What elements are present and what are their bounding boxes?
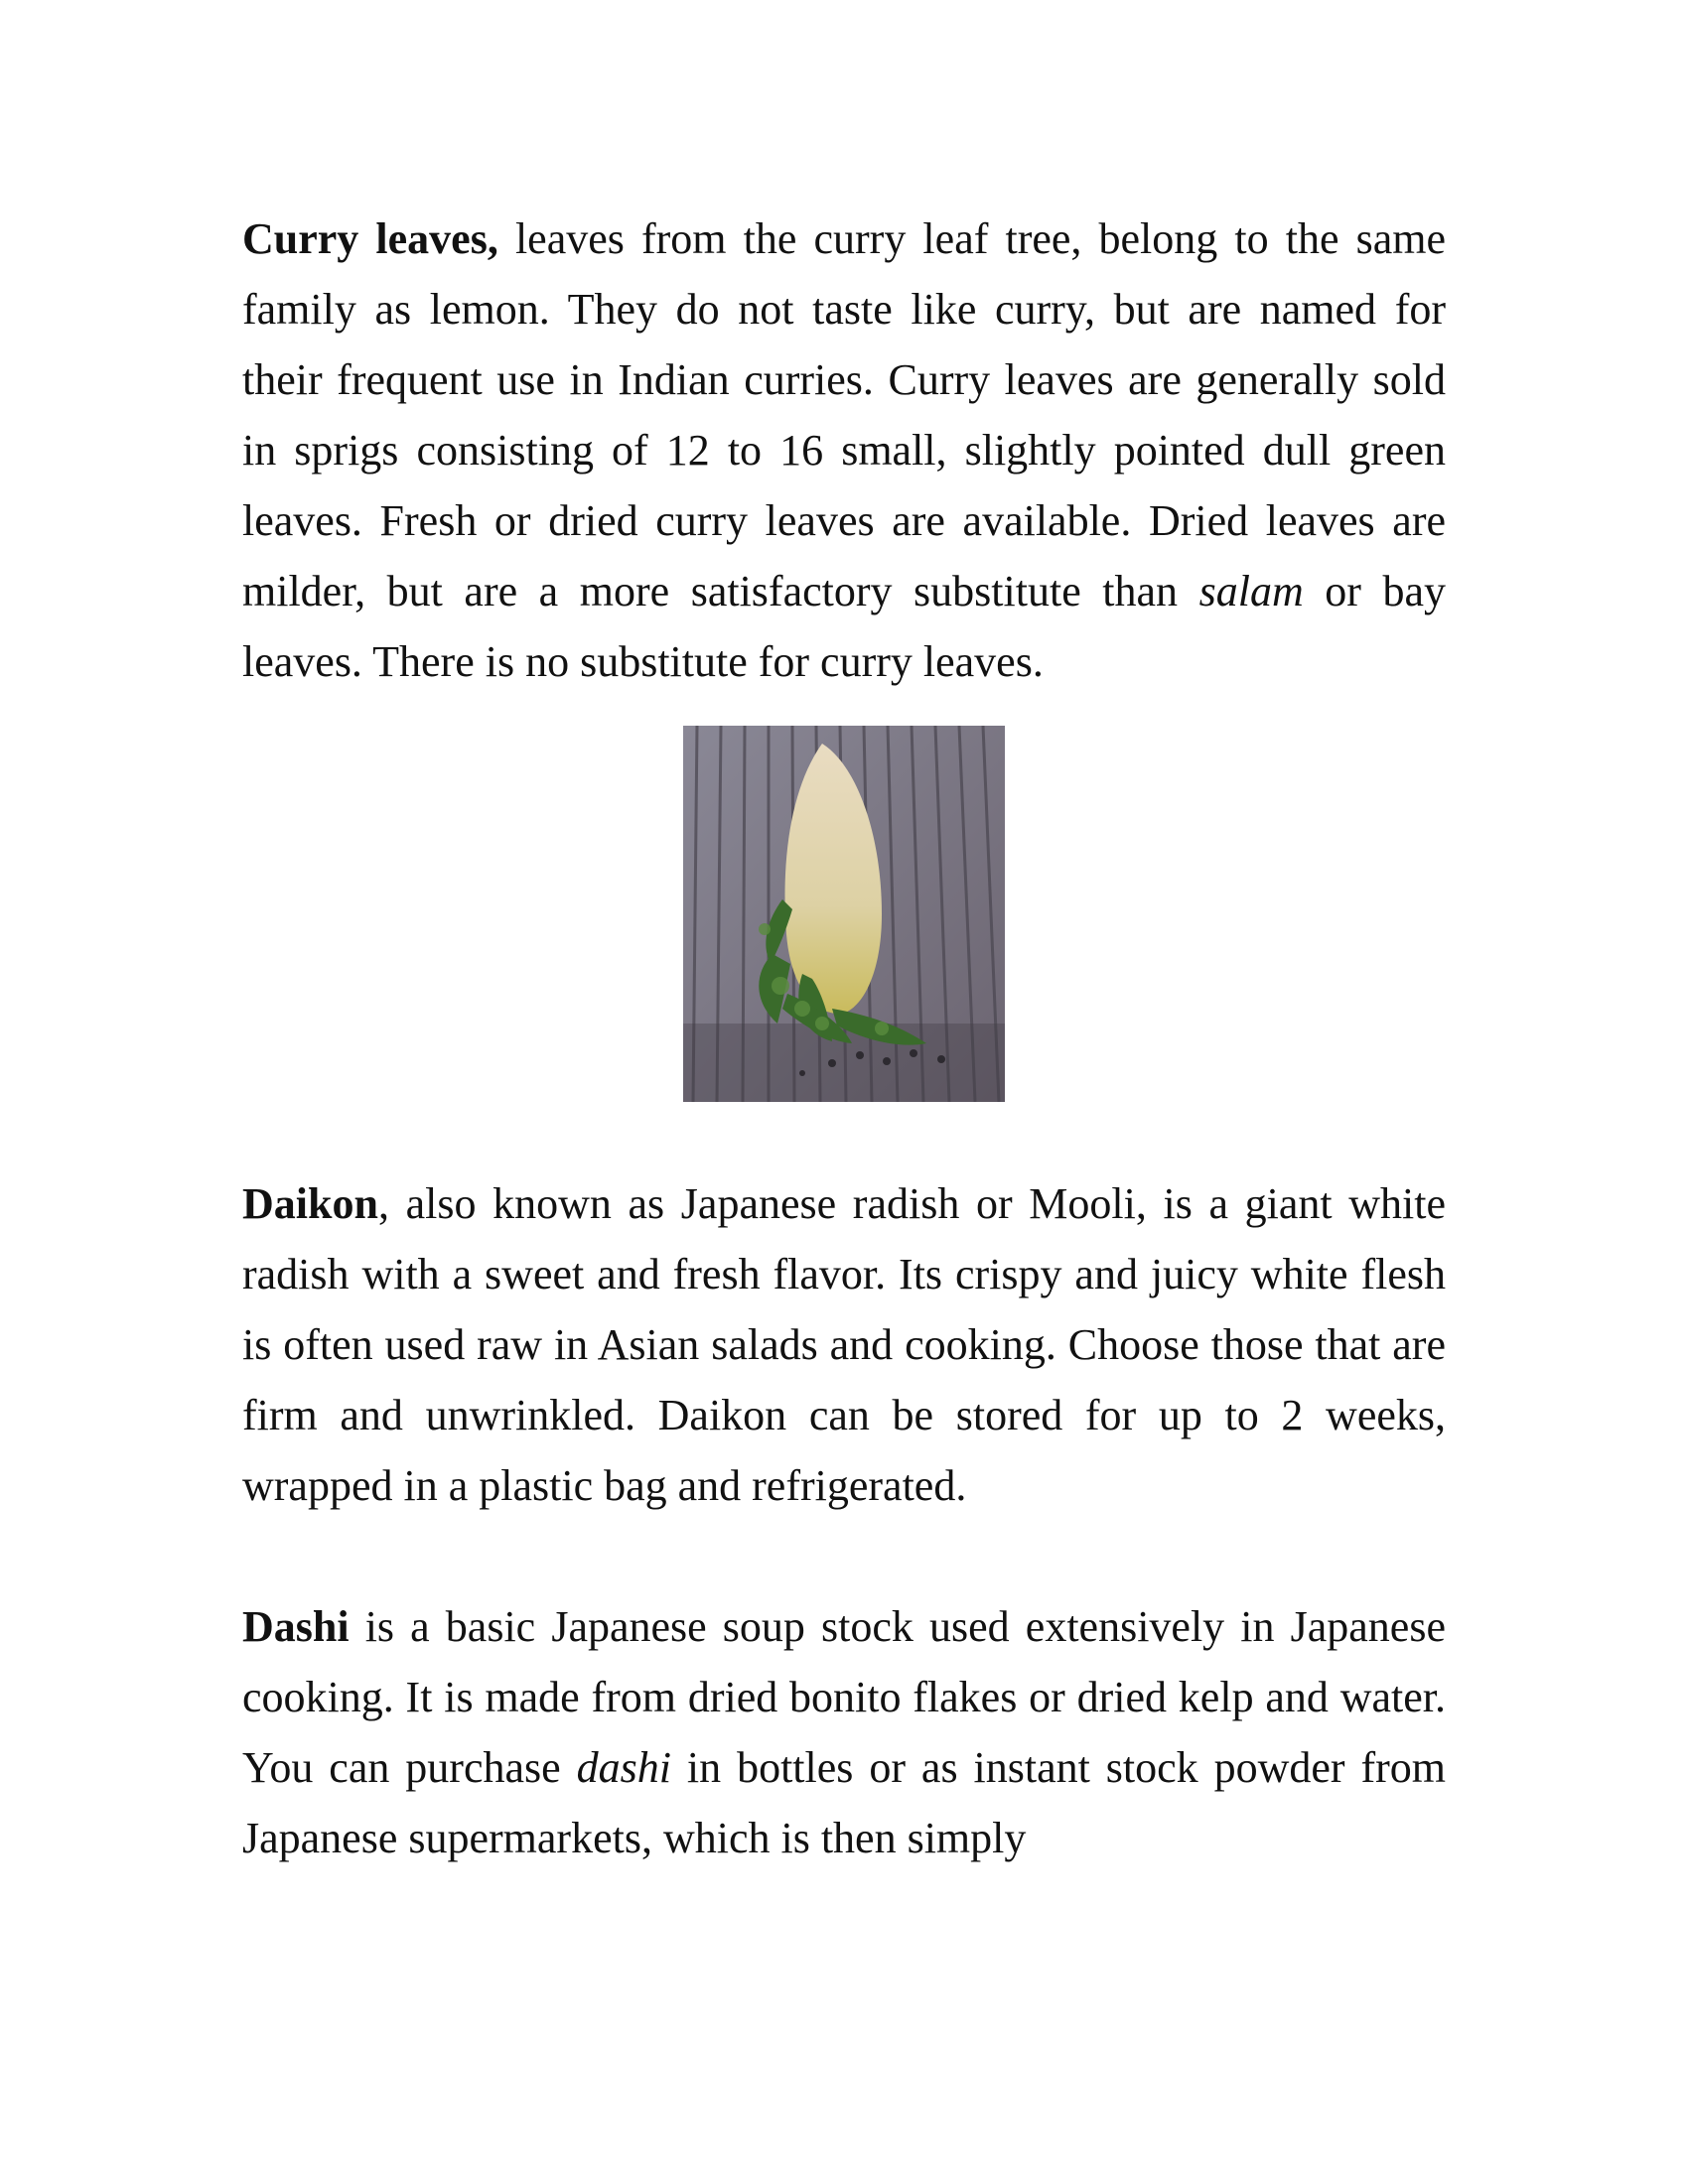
daikon-text: , also known as Japanese radish or Mooli, is a giant white radish with a sweet and fresh flavor. Its crispy and juicy white flesh is often used raw in Asian salads and cooking. Choose those that are firm and unwrinkled. Daikon can be stored for up to 2 weeks, wrapped in a plastic bag and refrigerated. [242, 1179, 1446, 1510]
dashi-term: Dashi [242, 1602, 350, 1651]
curry-leaves-italic-term: salam [1198, 567, 1304, 615]
dashi-italic-term: dashi [576, 1743, 671, 1792]
curry-leaves-text-2: or bay leaves. There is no substitute for curry leaves. [242, 567, 1446, 686]
document-page [242, 204, 1446, 1873]
dashi-text-1: is a basic Japanese soup stock used extensively in Japanese cooking. It is made from dried bonito flakes or dried kelp and water. You can purchase [242, 1602, 1446, 1792]
curry-leaves-term: Curry leaves, [242, 214, 498, 263]
daikon-photo [683, 726, 1005, 1102]
curry-leaves-text-1: leaves from the curry leaf tree, belong to the same family as lemon. They do not taste like curry, but are named for their frequent use in Indian curries. Curry leaves are generally sold in sprigs consisting of 12 to 16 small, slightly pointed dull green leaves. Fresh or dried curry leaves are available. Dried leaves are milder, but are a more satisfactory substitute than [242, 214, 1446, 615]
daikon-paragraph [242, 1168, 1446, 1521]
daikon-term: Daikon [242, 1179, 378, 1228]
dashi-text-2: in bottles or as instant stock powder from Japanese supermarkets, which is then simply [242, 1743, 1447, 1862]
dashi-paragraph [242, 1591, 1446, 1873]
curry-leaves-paragraph [242, 204, 1446, 697]
